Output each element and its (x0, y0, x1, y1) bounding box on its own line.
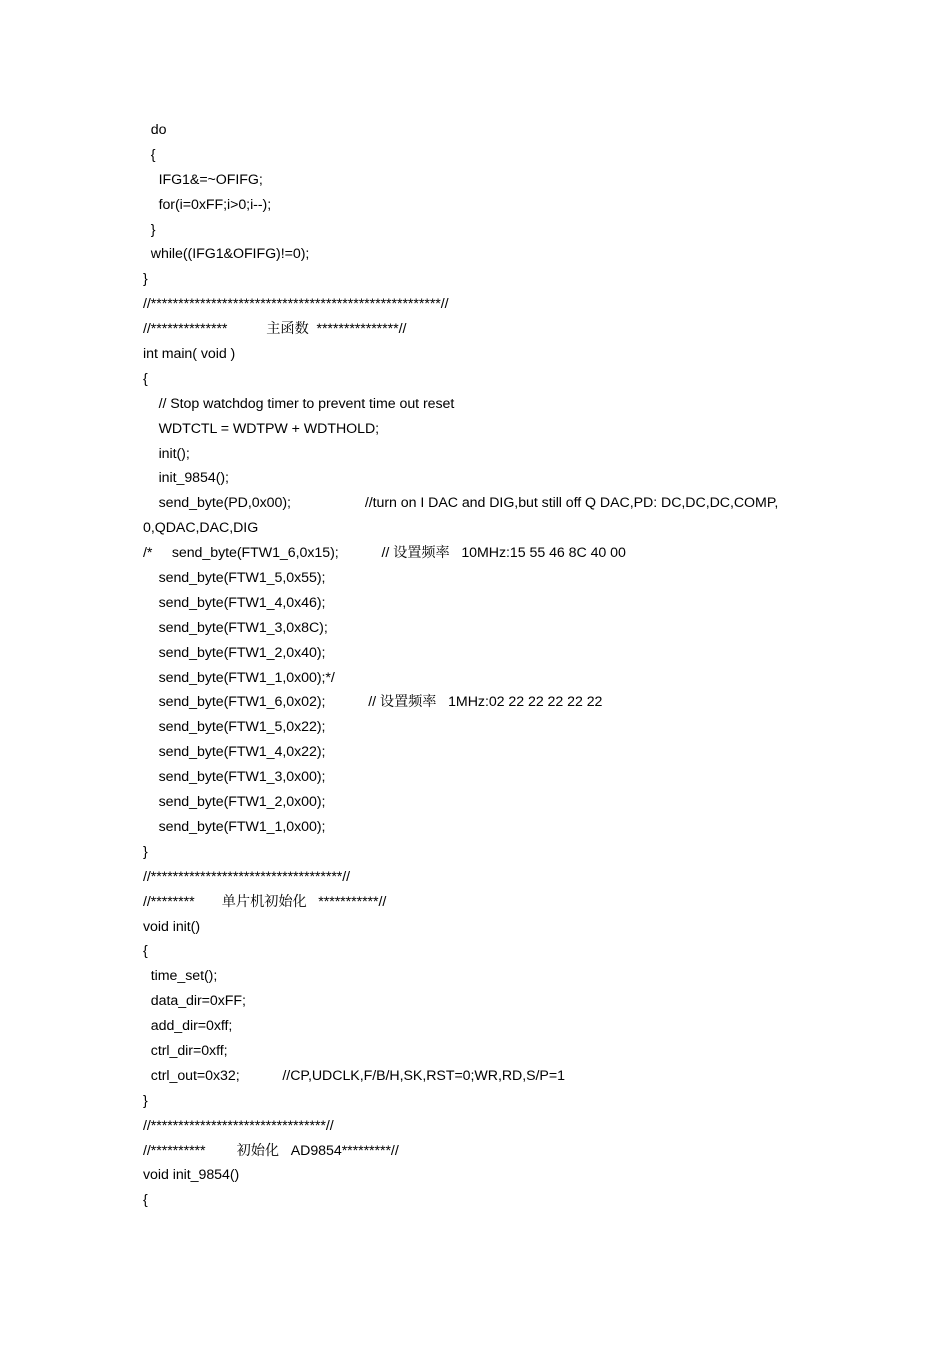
code-line: ctrl_dir=0xff; (143, 1042, 228, 1059)
code-line: do (143, 122, 167, 138)
code-comment-heading-init: //******** 单片机初始化 ***********// (143, 893, 387, 910)
code-line: for(i=0xFF;i>0;i--); (143, 196, 272, 213)
code-line: int main( void ) (143, 346, 236, 363)
code-line: data_dir=0xFF; (143, 993, 246, 1010)
code-comment-divider: //********************************// (143, 1117, 334, 1134)
code-line: while((IFG1&OFIFG)!=0); (143, 246, 310, 263)
code-line: 0,QDAC,DAC,DIG (143, 520, 259, 537)
code-line: { (143, 370, 148, 387)
code-line: time_set(); (143, 968, 218, 985)
code-line: { (143, 1192, 148, 1209)
code-line: } (143, 221, 156, 238)
code-listing (143, 118, 823, 1213)
code-comment-divider: //***********************************// (143, 868, 351, 885)
code-line: add_dir=0xff; (143, 1018, 233, 1035)
code-line: send_byte(FTW1_2,0x00); (143, 794, 326, 811)
code-line: send_byte(FTW1_1,0x00);*/ (143, 669, 335, 686)
code-line: } (143, 271, 148, 288)
code-line: void init() (143, 918, 201, 935)
code-line: { (143, 146, 156, 163)
code-line: init(); (143, 445, 190, 462)
code-line: send_byte(FTW1_5,0x22); (143, 719, 326, 736)
code-line: send_byte(FTW1_3,0x00); (143, 769, 326, 786)
code-line: send_byte(FTW1_2,0x40); (143, 644, 326, 661)
code-comment-heading-main: //************** 主函数 ***************// (143, 321, 407, 338)
code-line: send_byte(FTW1_5,0x55); (143, 570, 326, 587)
code-line: { (143, 943, 148, 960)
code-line: void init_9854() (143, 1167, 240, 1184)
code-line: ctrl_out=0x32; //CP,UDCLK,F/B/H,SK,RST=0;WR,RD,S/P=1 (143, 1067, 565, 1084)
code-line: init_9854(); (143, 470, 229, 487)
code-line: WDTCTL = WDTPW + WDTHOLD; (143, 420, 380, 437)
code-line: send_byte(FTW1_6,0x02); // 设置频率 1MHz:02 22 22 22 22 22 (143, 694, 603, 711)
code-line: send_byte(PD,0x00); //turn on I DAC and DIG,but still off Q DAC,PD: DC,DC,DC,COMP, (143, 495, 779, 512)
code-line: send_byte(FTW1_4,0x46); (143, 594, 326, 611)
code-line: send_byte(FTW1_3,0x8C); (143, 619, 328, 636)
code-comment-divider: //*****************************************************// (143, 296, 449, 313)
code-line: /* send_byte(FTW1_6,0x15); // 设置频率 10MHz:15 55 46 8C 40 00 (143, 545, 626, 562)
code-comment-heading-init-9854: //********** 初始化 AD9854*********// (143, 1142, 399, 1159)
code-line: send_byte(FTW1_4,0x22); (143, 744, 326, 761)
code-line: IFG1&=~OFIFG; (143, 171, 263, 188)
code-line: send_byte(FTW1_1,0x00); (143, 818, 326, 835)
code-line: } (143, 1092, 148, 1109)
code-line: } (143, 843, 148, 860)
code-comment: // Stop watchdog timer to prevent time out reset (143, 395, 455, 412)
